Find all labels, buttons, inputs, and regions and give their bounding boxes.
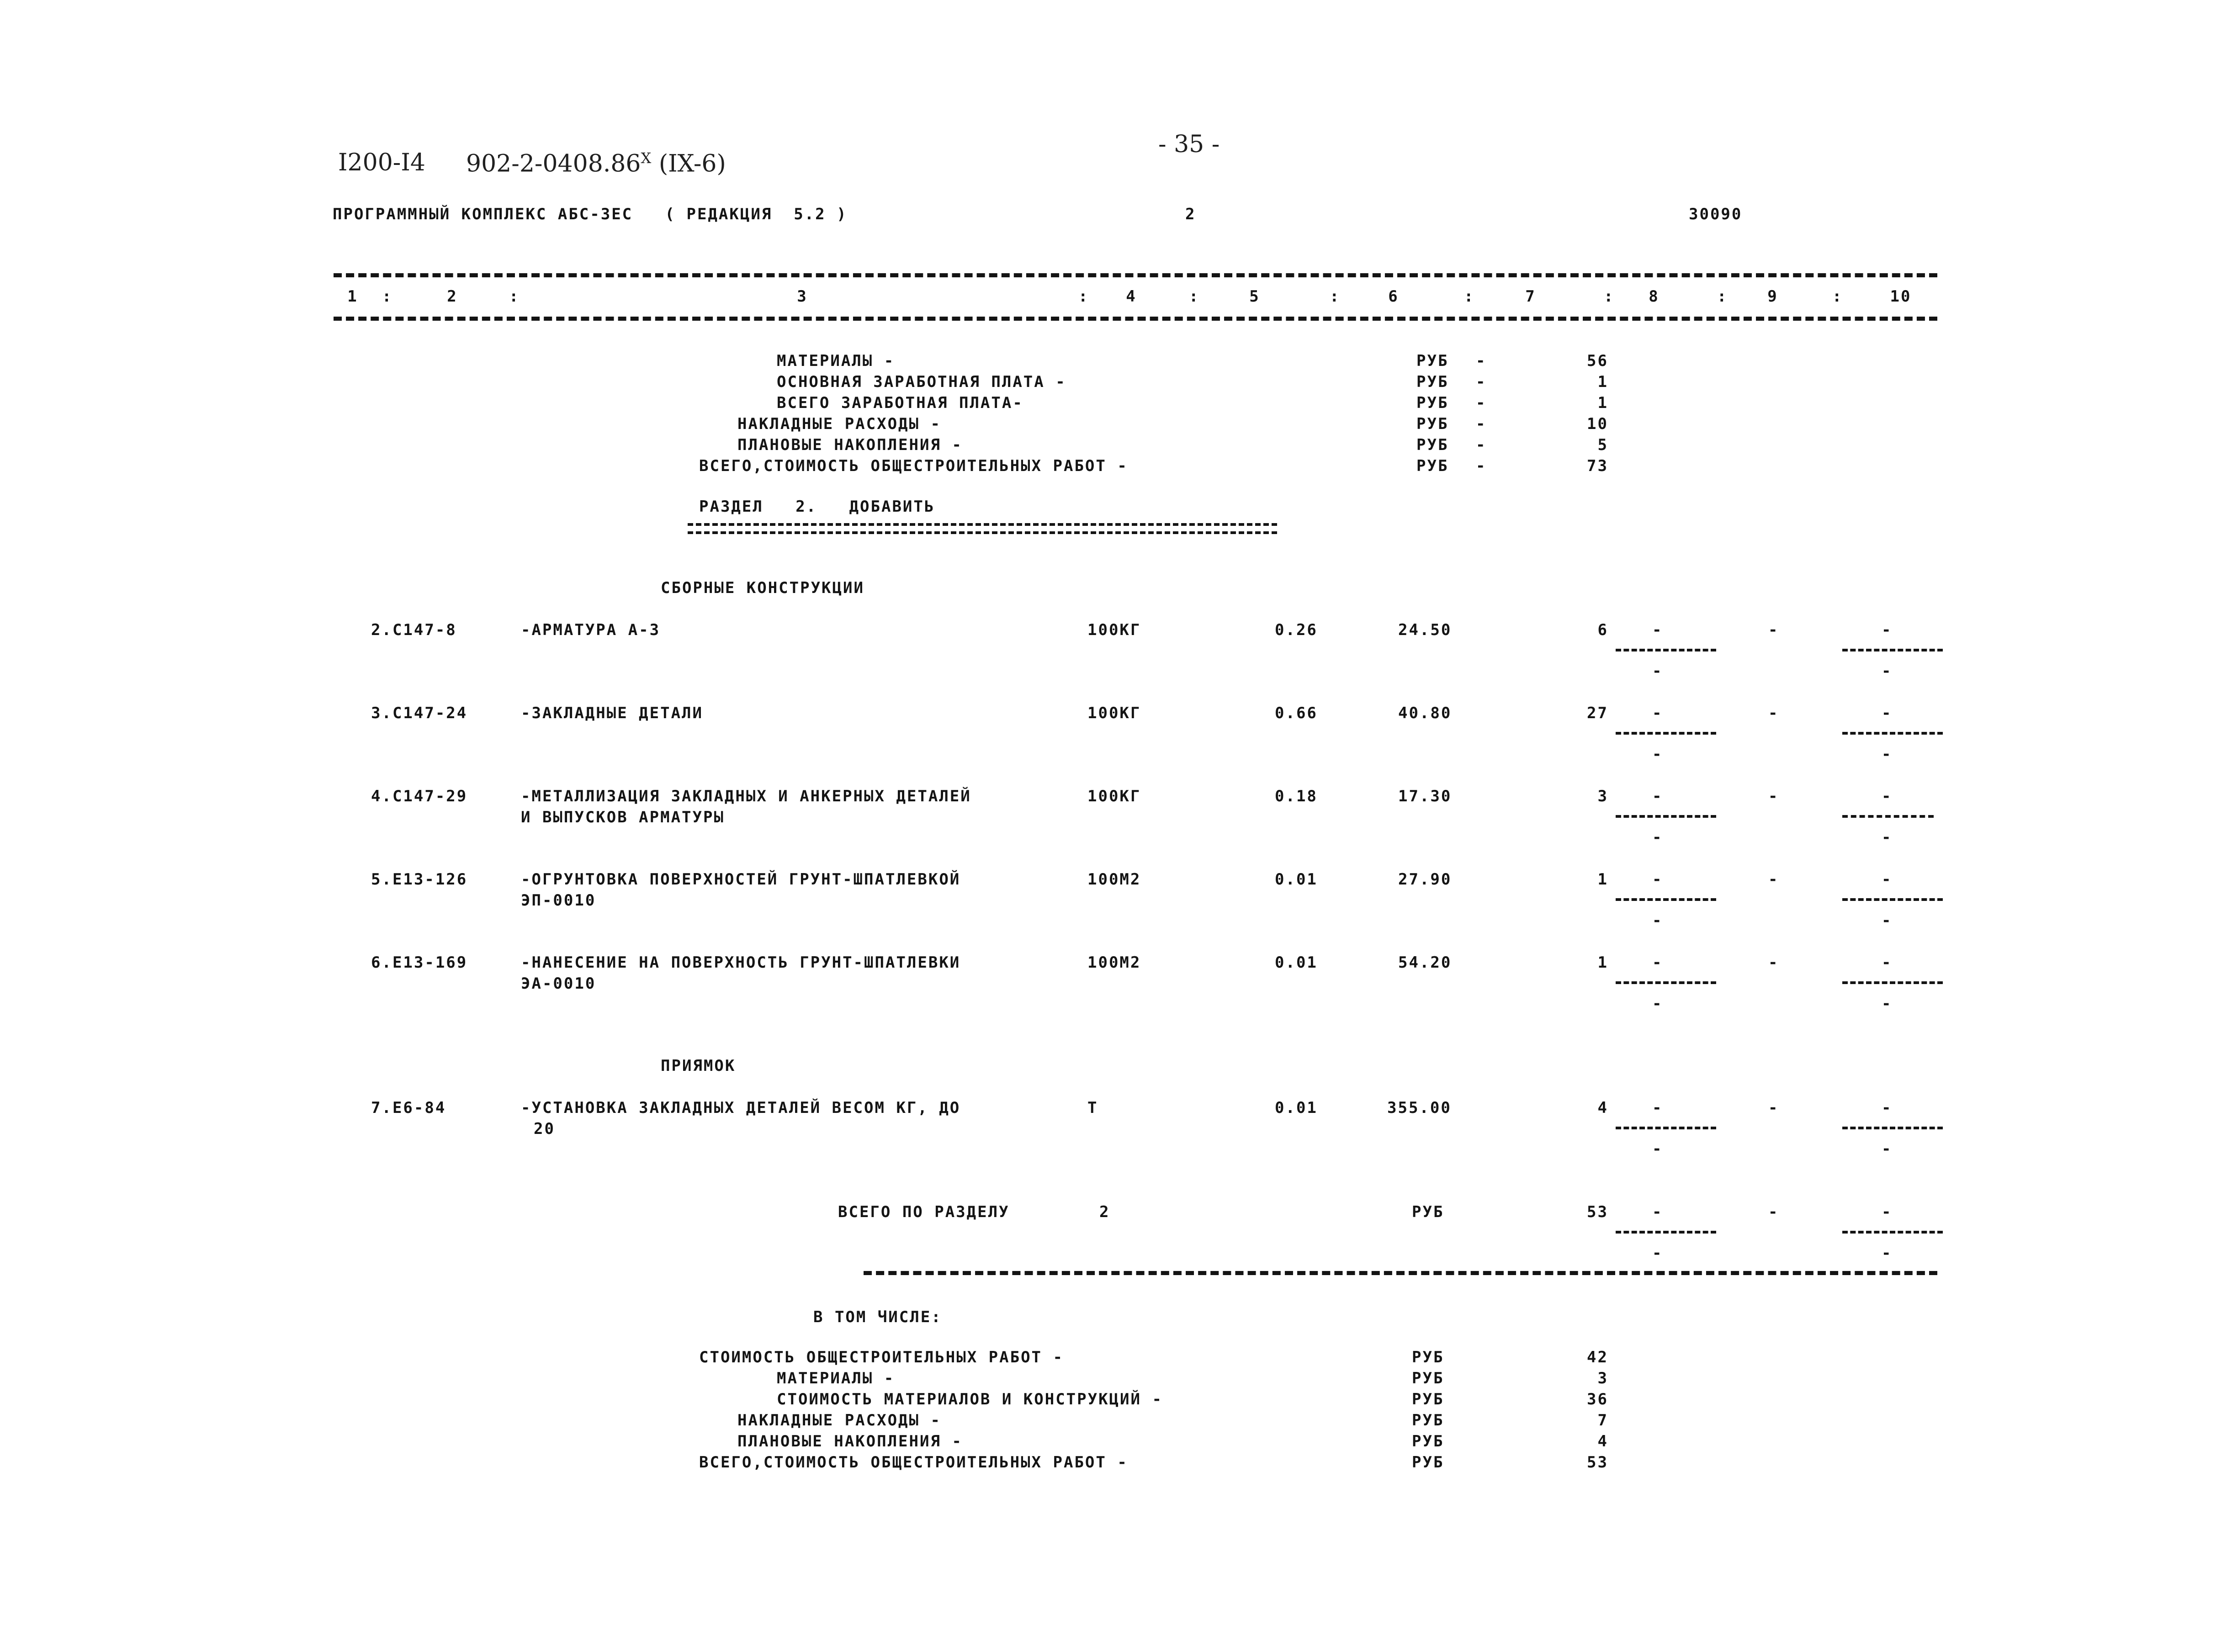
item-col8: - <box>1652 870 1663 889</box>
item-name: -УСТАНОВКА ЗАКЛАДНЫХ ДЕТАЛЕЙ ВЕСОМ КГ, ДО <box>521 1099 961 1117</box>
summary-label: МАТЕРИАЛЫ - <box>777 352 895 370</box>
column-header-7: 7 <box>1525 287 1536 306</box>
summary-unit: РУБ <box>1416 352 1449 370</box>
item-col8-lower: - <box>1652 828 1663 847</box>
item-col10-lower: - <box>1882 662 1893 680</box>
col10-rule <box>1842 649 1943 651</box>
column-header-6: 6 <box>1388 287 1399 306</box>
item-unit-price: 24.50 <box>1398 621 1452 639</box>
item-col9: - <box>1768 1099 1779 1117</box>
program-complex-label: ПРОГРАММНЫЙ КОМПЛЕКС АБС-ЗЕС ( РЕДАКЦИЯ 5.2 ) <box>333 205 848 223</box>
summary-unit: РУБ <box>1416 436 1449 454</box>
column-header-2: 2 <box>447 287 458 306</box>
item-unit-price: 27.90 <box>1398 870 1452 889</box>
col8-rule <box>1616 649 1716 651</box>
item-col8: - <box>1652 1099 1663 1117</box>
item-quantity: 0.18 <box>1275 787 1318 805</box>
section-total-col10-lower: - <box>1882 1244 1893 1262</box>
item-unit: 100М2 <box>1087 953 1141 972</box>
col10-rule <box>1842 981 1943 984</box>
summary-value: 36 <box>1587 1390 1608 1408</box>
col8-rule <box>1616 1127 1716 1129</box>
item-col9: - <box>1768 621 1779 639</box>
column-separator: : <box>1189 287 1200 306</box>
summary-unit: РУБ <box>1416 373 1449 391</box>
summary-value: 1 <box>1597 394 1608 412</box>
section-total-col8: - <box>1652 1203 1663 1221</box>
summary-value: 42 <box>1587 1348 1608 1366</box>
item-col9: - <box>1768 704 1779 722</box>
col10-rule <box>1842 815 1934 818</box>
project-number-suffix: (IX-6) <box>658 150 726 178</box>
project-number-superscript: X <box>641 149 652 167</box>
summary-value: 56 <box>1587 352 1608 370</box>
item-code: 4.С147-29 <box>371 787 468 805</box>
item-col10-lower: - <box>1882 745 1893 763</box>
column-header-3: 3 <box>797 287 808 306</box>
item-col10-lower: - <box>1882 1140 1893 1158</box>
summary-unit: РУБ <box>1412 1390 1444 1408</box>
section-total-col9: - <box>1768 1203 1779 1221</box>
item-col8-lower: - <box>1652 745 1663 763</box>
item-code: 6.Е13-169 <box>371 953 468 972</box>
item-name-continued: И ВЫПУСКОВ АРМАТУРЫ <box>521 808 725 826</box>
col10-rule <box>1842 1231 1943 1234</box>
page-number: - 35 - <box>1158 131 1220 158</box>
item-total: 6 <box>1597 621 1608 639</box>
summary-label: МАТЕРИАЛЫ - <box>777 1369 895 1387</box>
section-total-value: 53 <box>1587 1203 1608 1221</box>
item-unit: 100М2 <box>1087 870 1141 889</box>
item-unit: 100КГ <box>1087 787 1141 805</box>
summary-unit: РУБ <box>1412 1432 1444 1451</box>
sheet-number: 2 <box>1185 205 1196 223</box>
section-total-label: ВСЕГО ПО РАЗДЕЛУ <box>838 1203 1010 1221</box>
item-unit-price: 17.30 <box>1398 787 1452 805</box>
item-total: 4 <box>1597 1099 1608 1117</box>
table-header-bottom-rule <box>334 317 1937 321</box>
summary-label: СТОИМОСТЬ ОБЩЕСТРОИТЕЛЬНЫХ РАБОТ - <box>699 1348 1064 1366</box>
item-col10-lower: - <box>1882 995 1893 1013</box>
item-total: 27 <box>1587 704 1608 722</box>
summary-label: НАКЛАДНЫЕ РАСХОДЫ - <box>737 1411 941 1430</box>
item-code: 5.Е13-126 <box>371 870 468 889</box>
section-title: РАЗДЕЛ 2. ДОБАВИТЬ <box>699 498 935 516</box>
summary-unit: РУБ <box>1412 1411 1444 1430</box>
column-separator: : <box>1330 287 1341 306</box>
item-quantity: 0.01 <box>1275 870 1318 889</box>
summary-label: ВСЕГО,СТОИМОСТЬ ОБЩЕСТРОИТЕЛЬНЫХ РАБОТ - <box>699 1453 1128 1472</box>
summary-unit: РУБ <box>1416 457 1449 475</box>
item-col8-lower: - <box>1652 662 1663 680</box>
item-col8: - <box>1652 704 1663 722</box>
item-name: -ЗАКЛАДНЫЕ ДЕТАЛИ <box>521 704 703 722</box>
summary-label: ОСНОВНАЯ ЗАРАБОТНАЯ ПЛАТА - <box>777 373 1066 391</box>
item-col8-lower: - <box>1652 995 1663 1013</box>
item-col10: - <box>1882 953 1893 972</box>
column-header-10: 10 <box>1890 287 1912 306</box>
item-name-continued: 20 <box>534 1120 555 1138</box>
column-separator: : <box>1717 287 1728 306</box>
item-unit: 100КГ <box>1087 621 1141 639</box>
item-col10: - <box>1882 704 1893 722</box>
summary-value: 7 <box>1597 1411 1608 1430</box>
col8-rule <box>1616 898 1716 901</box>
item-code: 7.Е6-84 <box>371 1099 446 1117</box>
summary-label: ВСЕГО ЗАРАБОТНАЯ ПЛАТА- <box>777 394 1023 412</box>
item-code: 2.С147-8 <box>371 621 457 639</box>
project-number <box>466 149 726 178</box>
summary-dash: - <box>1476 457 1487 475</box>
item-col9: - <box>1768 953 1779 972</box>
summary-dash: - <box>1476 436 1487 454</box>
item-quantity: 0.66 <box>1275 704 1318 722</box>
summary-dash: - <box>1476 394 1487 412</box>
summary-value: 53 <box>1587 1453 1608 1472</box>
item-col8: - <box>1652 787 1663 805</box>
col8-rule <box>1616 1231 1716 1234</box>
column-separator: : <box>382 287 393 306</box>
column-header-8: 8 <box>1649 287 1660 306</box>
item-col10-lower: - <box>1882 911 1893 930</box>
document-code-number: 30090 <box>1689 205 1743 223</box>
column-separator: : <box>1832 287 1843 306</box>
including-title: В ТОМ ЧИСЛЕ: <box>813 1308 942 1326</box>
column-separator: : <box>1604 287 1615 306</box>
item-name: -АРМАТУРА А-3 <box>521 621 661 639</box>
summary-unit: РУБ <box>1412 1369 1444 1387</box>
item-total: 1 <box>1597 870 1608 889</box>
item-col8: - <box>1652 953 1663 972</box>
item-unit: Т <box>1087 1099 1098 1117</box>
item-name-continued: ЭА-0010 <box>521 974 596 993</box>
section-total-section-number: 2 <box>1099 1203 1110 1221</box>
column-separator: : <box>509 287 520 306</box>
column-header-9: 9 <box>1767 287 1778 306</box>
summary-label: ПЛАНОВЫЕ НАКОПЛЕНИЯ - <box>737 1432 963 1451</box>
summary-value: 3 <box>1597 1369 1608 1387</box>
section-total-rule <box>864 1271 1937 1275</box>
summary-unit: РУБ <box>1416 415 1449 433</box>
item-name-continued: ЭП-0010 <box>521 891 596 910</box>
item-col9: - <box>1768 787 1779 805</box>
summary-unit: РУБ <box>1412 1453 1444 1472</box>
column-header-1: 1 <box>347 287 358 306</box>
summary-label: СТОИМОСТЬ МАТЕРИАЛОВ И КОНСТРУКЦИЙ - <box>777 1390 1163 1408</box>
col8-rule <box>1616 815 1716 818</box>
item-total: 3 <box>1597 787 1608 805</box>
summary-dash: - <box>1476 352 1487 370</box>
col10-rule <box>1842 1127 1943 1129</box>
summary-unit: РУБ <box>1412 1348 1444 1366</box>
summary-label: НАКЛАДНЫЕ РАСХОДЫ - <box>737 415 941 433</box>
col10-rule <box>1842 732 1943 735</box>
col8-rule <box>1616 732 1716 735</box>
item-quantity: 0.01 <box>1275 1099 1318 1117</box>
summary-value: 4 <box>1597 1432 1608 1451</box>
summary-dash: - <box>1476 415 1487 433</box>
item-col10-lower: - <box>1882 828 1893 847</box>
summary-label: ВСЕГО,СТОИМОСТЬ ОБЩЕСТРОИТЕЛЬНЫХ РАБОТ - <box>699 457 1128 475</box>
column-separator: : <box>1464 287 1475 306</box>
summary-value: 10 <box>1587 415 1608 433</box>
group-title: ПРИЯМОК <box>661 1057 736 1075</box>
item-col10: - <box>1882 870 1893 889</box>
item-total: 1 <box>1597 953 1608 972</box>
col10-rule <box>1842 898 1943 901</box>
column-separator: : <box>1078 287 1089 306</box>
item-name: -МЕТАЛЛИЗАЦИЯ ЗАКЛАДНЫХ И АНКЕРНЫХ ДЕТАЛЕЙ <box>521 787 971 805</box>
section-double-underline <box>688 523 1277 534</box>
item-unit-price: 355.00 <box>1387 1099 1452 1117</box>
section-total-unit: РУБ <box>1412 1203 1444 1221</box>
document-code: I200-I4 <box>338 149 425 176</box>
item-quantity: 0.01 <box>1275 953 1318 972</box>
project-number-text: 902-2-0408.86 <box>466 150 641 178</box>
item-code: 3.С147-24 <box>371 704 468 722</box>
section-total-col8-lower: - <box>1652 1244 1663 1262</box>
item-col8: - <box>1652 621 1663 639</box>
item-col9: - <box>1768 870 1779 889</box>
summary-value: 5 <box>1597 436 1608 454</box>
summary-unit: РУБ <box>1416 394 1449 412</box>
item-col8-lower: - <box>1652 1140 1663 1158</box>
item-unit-price: 54.20 <box>1398 953 1452 972</box>
item-col10: - <box>1882 621 1893 639</box>
summary-value: 1 <box>1597 373 1608 391</box>
col8-rule <box>1616 981 1716 984</box>
item-name: -ОГРУНТОВКА ПОВЕРХНОСТЕЙ ГРУНТ-ШПАТЛЕВКОЙ <box>521 870 961 889</box>
item-col8-lower: - <box>1652 911 1663 930</box>
item-unit: 100КГ <box>1087 704 1141 722</box>
item-col10: - <box>1882 1099 1893 1117</box>
column-header-5: 5 <box>1249 287 1260 306</box>
item-col10: - <box>1882 787 1893 805</box>
section-total-col10: - <box>1882 1203 1893 1221</box>
item-name: -НАНЕСЕНИЕ НА ПОВЕРХНОСТЬ ГРУНТ-ШПАТЛЕВКИ <box>521 953 961 972</box>
summary-dash: - <box>1476 373 1487 391</box>
column-header-4: 4 <box>1126 287 1137 306</box>
item-quantity: 0.26 <box>1275 621 1318 639</box>
group-title: СБОРНЫЕ КОНСТРУКЦИИ <box>661 579 864 597</box>
item-unit-price: 40.80 <box>1398 704 1452 722</box>
summary-value: 73 <box>1587 457 1608 475</box>
summary-label: ПЛАНОВЫЕ НАКОПЛЕНИЯ - <box>737 436 963 454</box>
table-top-rule <box>334 273 1937 277</box>
